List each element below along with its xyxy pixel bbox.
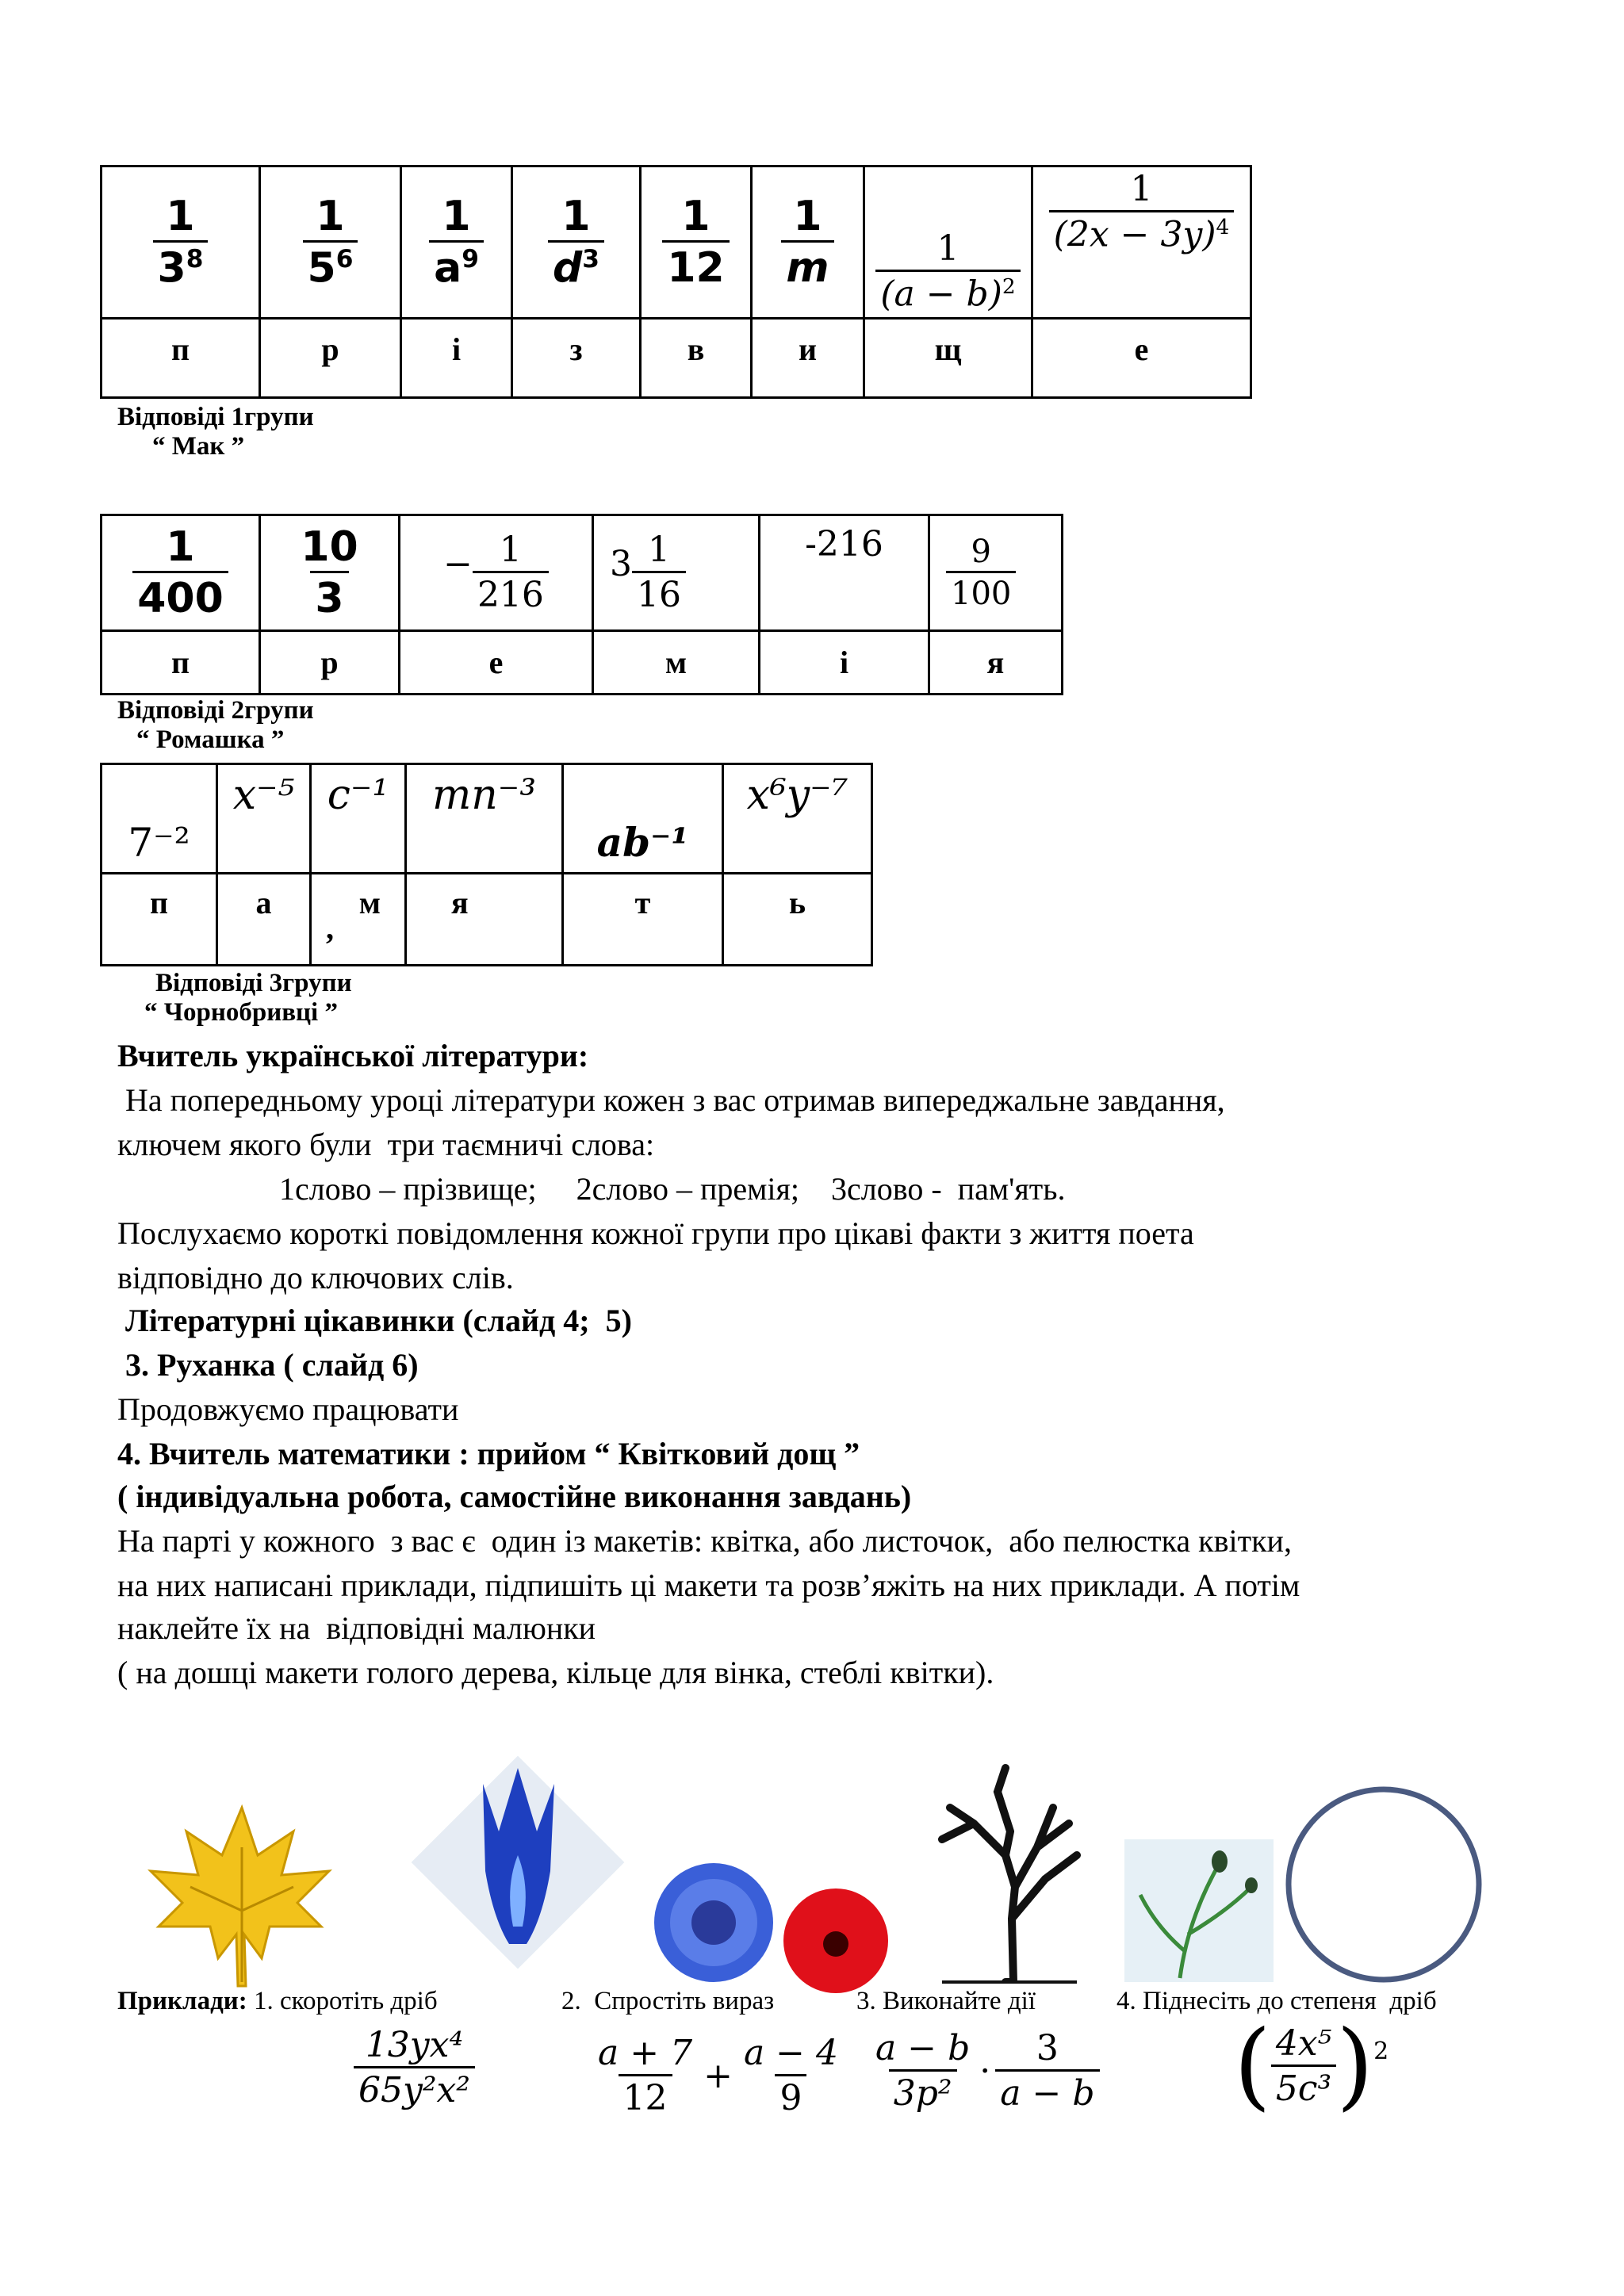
multiply-operator: ·: [979, 2051, 991, 2091]
cell-power: ab⁻¹: [563, 764, 723, 874]
caption-subtitle: “ Чорнобривці ”: [144, 998, 338, 1027]
flower-stem-image: [1124, 1839, 1274, 1982]
cell-letter: и: [752, 319, 864, 398]
example-3-formula: [871, 2028, 1100, 2114]
examples-label: Приклади:: [117, 1987, 247, 2015]
caption-title: Відповіді 1групи: [117, 403, 314, 431]
denominator: 9: [775, 2074, 806, 2116]
example-4-label: 4. Піднесіть до степеня дріб: [1116, 1987, 1437, 2015]
cell-fraction: $\frac{1}{12}$: [641, 166, 752, 319]
wreath-ring-image: [1283, 1784, 1484, 1985]
cell-letter: п: [102, 631, 260, 695]
denominator: 12: [619, 2074, 672, 2116]
paragraph-line: На парті у кожного з вас є один із макетів: квітка, або листочок, або пелюстка квітки,: [117, 1523, 1292, 1559]
denominator: 3p²: [889, 2069, 957, 2111]
answers-table-group-1: [100, 165, 1252, 399]
cell-power: c⁻¹: [311, 764, 406, 874]
cell-letter: [311, 874, 406, 966]
poppy-image: [782, 1887, 890, 1995]
maple-leaf-image: [143, 1800, 341, 1990]
heading-individual-work: ( індивідуальна робота, самостійне виконання завдань): [117, 1479, 912, 1514]
example-1-label: 1. скоротіть дріб: [254, 1987, 438, 2015]
caption-title: Відповіді 2групи: [117, 696, 314, 725]
cell-letter: е: [400, 631, 593, 695]
caption-group-3: [144, 969, 352, 1027]
cell-fraction: $\frac{1}{5^6}$: [260, 166, 401, 319]
answers-table-group-2: [100, 514, 1063, 695]
heading-math-teacher: 4. Вчитель математики : прийом “ Квітковий дощ ”: [117, 1436, 860, 1471]
cell-fraction: $\frac{1}{d^3}$: [512, 166, 641, 319]
cell-fraction: $\frac{1}{(a - b)^2}$: [864, 166, 1032, 319]
answers-table-group-3: [100, 763, 873, 966]
paragraph-line: наклейте їх на відповідні малюнки: [117, 1610, 596, 1646]
letter-m: м: [358, 885, 381, 920]
denominator: a − b: [995, 2069, 1099, 2111]
cell-letter: і: [401, 319, 512, 398]
plus-operator: +: [703, 2056, 733, 2096]
numerator: 3: [1036, 2028, 1059, 2068]
numerator: a − b: [875, 2028, 971, 2068]
cell-letter: з: [512, 319, 641, 398]
cell-letter: п: [102, 319, 260, 398]
example-2-label: 2. Спростіть вираз: [561, 1987, 775, 2015]
cell-value: -216: [760, 515, 929, 631]
paragraph-line: На попередньому уроці літератури кожен з вас отримав випереджальне завдання,: [117, 1082, 1225, 1118]
cornflower-petal-image: [392, 1736, 644, 1988]
heading-warmup: 3. Руханка ( слайд 6): [117, 1347, 419, 1383]
cell-fraction: $\frac{9}{100}$: [929, 515, 1063, 631]
caption-group-2: [117, 696, 314, 755]
numerator: 13yx⁴: [365, 2025, 464, 2065]
cell-fraction: $\frac{10}{3}$: [260, 515, 400, 631]
apostrophe-mark: ,: [326, 910, 334, 946]
paragraph-line: на них написані приклади, підпишіть ці макети та розв’яжіть на них приклади. А потім: [117, 1567, 1300, 1603]
paragraph-line: Послухаємо короткі повідомлення кожної групи про цікаві факти з життя поета: [117, 1215, 1194, 1251]
cell-fraction: $\frac{1}{3^8}$: [102, 166, 260, 319]
cell-fraction: − $\frac{1}{216}$: [400, 515, 593, 631]
example-3-label: 3. Виконайте дії: [856, 1987, 1036, 2015]
cell-letter: т: [563, 874, 723, 966]
numerator: 4x⁵: [1275, 2022, 1332, 2064]
caption-subtitle: “ Ромашка ”: [136, 725, 285, 754]
key-words-line: 1слово – прізвище; 2слово – премія; 3слово - пам'ять.: [279, 1171, 1066, 1207]
cell-letter: а: [217, 874, 311, 966]
cell-power: mn⁻³: [406, 764, 563, 874]
example-2-formula: [593, 2033, 843, 2118]
cell-fraction: $\frac{1}{a^9}$: [401, 166, 512, 319]
cell-fraction: 3 $\frac{1}{16}$: [593, 515, 760, 631]
paragraph-line: відповідно до ключових слів.: [117, 1260, 514, 1295]
right-paren: ): [1336, 2011, 1374, 2121]
denominator: 5c³: [1271, 2064, 1336, 2107]
numerator: a + 7: [598, 2033, 693, 2073]
heading-ukrainian-teacher: Вчитель української літератури:: [117, 1038, 589, 1073]
example-1-formula: [354, 2025, 475, 2110]
caption-group-1: [117, 403, 314, 461]
cell-fraction: $\frac{1}{m}$: [752, 166, 864, 319]
cell-letter: р: [260, 631, 400, 695]
cell-letter: р: [260, 319, 401, 398]
example-4-formula: [1234, 2011, 1389, 2121]
left-paren: (: [1234, 2011, 1271, 2121]
cell-letter: п: [102, 874, 217, 966]
paragraph-line: ключем якого були три таємничі слова:: [117, 1127, 655, 1162]
paragraph-line: ( на дошці макети голого дерева, кільце для вінка, стеблі квітки).: [117, 1655, 994, 1690]
cell-letter: я: [406, 874, 563, 966]
cell-letter: м: [593, 631, 760, 695]
exponent: 2: [1373, 2038, 1389, 2065]
cell-letter: я: [929, 631, 1063, 695]
cell-letter: в: [641, 319, 752, 398]
caption-subtitle: “ Мак ”: [152, 432, 245, 461]
cell-fraction: $\frac{1}{400}$: [102, 515, 260, 631]
cell-letter: е: [1032, 319, 1251, 398]
paragraph-line: Продовжуємо працювати: [117, 1391, 459, 1427]
cell-power: x⁻⁵: [217, 764, 311, 874]
denominator: 65y²x²: [354, 2066, 475, 2108]
cell-power: x⁶y⁻⁷: [723, 764, 872, 874]
numerator: a − 4: [743, 2033, 839, 2073]
cell-letter: і: [760, 631, 929, 695]
caption-title: Відповіді 3групи: [155, 969, 352, 997]
bare-tree-image: [926, 1760, 1093, 1984]
cell-letter: щ: [864, 319, 1032, 398]
cornflower-image: [650, 1855, 777, 1990]
heading-literary-curiosities: Літературні цікавинки (слайд 4; 5): [117, 1303, 632, 1338]
cell-letter: ь: [723, 874, 872, 966]
cell-fraction: $\frac{1}{(2x - 3y)^4}$: [1032, 166, 1251, 319]
cell-power: 7⁻²: [102, 764, 217, 874]
examples-label-row: [117, 1987, 438, 2016]
